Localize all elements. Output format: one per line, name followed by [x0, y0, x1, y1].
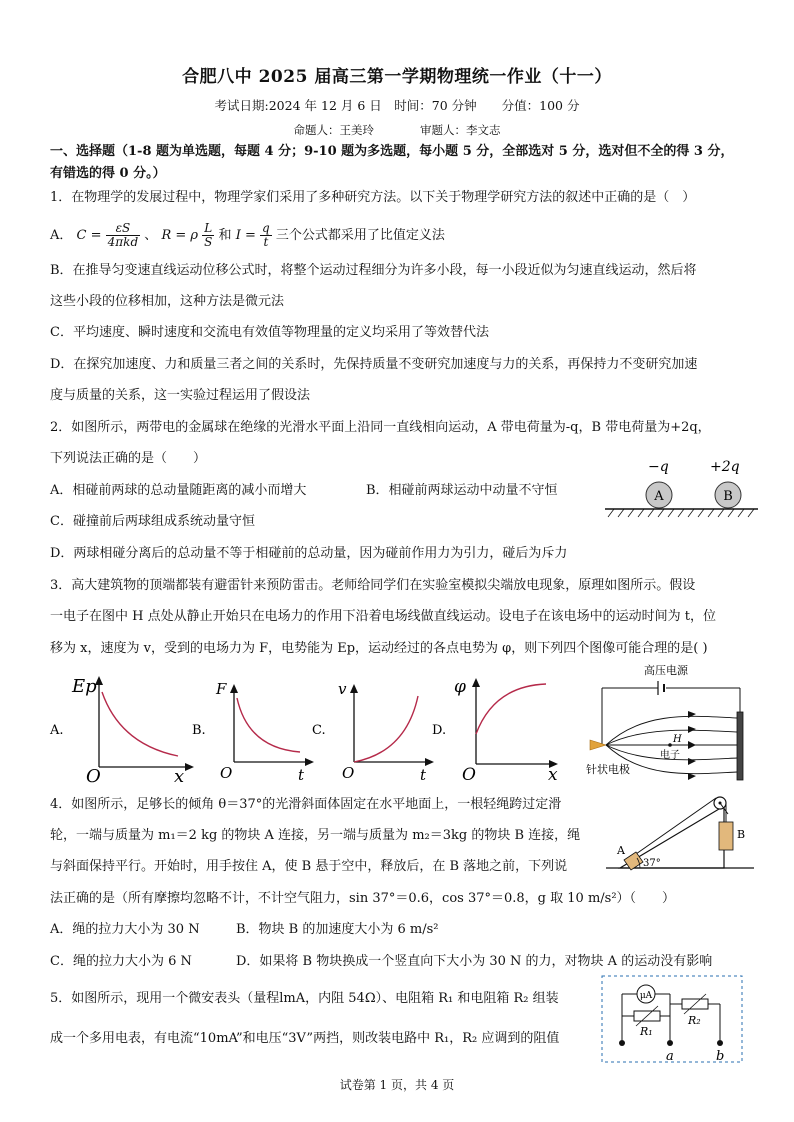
- q4-line2: 轮，一端与质量为 m₁＝2 kg 的物块 A 连接，另一端与质量为 m₂＝3kg 的物块 B 连接，绳: [50, 828, 581, 843]
- q4-option-a: A．绳的拉力大小为 30 N: [50, 922, 200, 937]
- fraction-numerator: εS: [106, 222, 140, 236]
- q3-apparatus-figure: [584, 660, 754, 790]
- section-heading-line1: 一、选择题（1-8 题为单选题，每题 4 分；9-10 题为多选题，每小题 5 分，全部选对 5 分，选对但不全的得 3 分，: [50, 144, 734, 159]
- y-axis-label: Ep: [72, 676, 97, 697]
- q1-option-d-line2: 度与质量的关系，这一实验过程运用了假设法: [50, 388, 311, 403]
- q3-graph-c: [310, 672, 440, 784]
- power-source-label: 高压电源: [644, 664, 688, 677]
- graph-option-label: D.: [432, 723, 447, 738]
- graph-option-label: B.: [192, 723, 206, 738]
- block-b-label: B: [737, 828, 746, 841]
- x-axis-label: x: [174, 766, 185, 784]
- q3-graph-d: [430, 672, 570, 784]
- page-title: 合肥八中 2025 届高三第一学期物理统一作业（十一）: [182, 67, 612, 87]
- graph-curve: [237, 698, 300, 752]
- q1-option-b-line2: 这些小段的位移相加，这种方法是微元法: [50, 294, 285, 309]
- authors: 命题人：王美玲 审题人：李文志: [293, 123, 501, 137]
- q3-line3: 移为 x，速度为 v，受到的电场力为 F，电势能为 Ep，运动经过的各点电势为 φ，则下列四个图像可能合理的是( ): [50, 641, 708, 656]
- graph-option-label: A.: [50, 723, 64, 738]
- fraction-numerator: L: [202, 222, 214, 236]
- x-axis-label: t: [420, 766, 427, 784]
- y-axis-arrow: [350, 684, 358, 693]
- terminal-a-label: a: [666, 1049, 674, 1064]
- q4-option-b: B．物块 B 的加速度大小为 6 m/s²: [236, 922, 439, 937]
- q1-a-formula3-fraction: [260, 222, 272, 249]
- needle-electrode: [590, 740, 606, 750]
- section-heading-line2: 有错选的得 0 分。）: [50, 166, 166, 181]
- q1-a-formula3-lhs: I =: [235, 228, 256, 243]
- q1-stem: 1．在物理学的发展过程中，物理学家们采用了多种研究方法。以下关于物理学研究方法的叙述中正确的是（ ）: [50, 190, 696, 205]
- q2-stem-line1: 2．如图所示，两带电的金属球在绝缘的光滑水平面上沿同一直线相向运动，A 带电荷量为-q，B 带电荷量为+2q，: [50, 420, 711, 435]
- y-axis-arrow: [472, 678, 480, 687]
- q1-a-formula2-fraction: [202, 222, 214, 249]
- q1-a-tail: 三个公式都采用了比值定义法: [275, 228, 445, 243]
- q1-a-formula1-fraction: [106, 222, 140, 249]
- fraction-denominator: 4πkd: [107, 235, 139, 249]
- exam-info: 考试日期:2024 年 12 月 6 日 时间：70 分钟 分值：100 分: [214, 98, 580, 113]
- terminal-a: [667, 1040, 673, 1046]
- q5-line1: 5．如图所示，现用一个微安表头（量程lmA，内阻 54Ω）、电阻箱 R₁ 和电阻箱 R₂ 组装: [50, 991, 559, 1006]
- needle-electrode-label: 针状电极: [586, 763, 630, 776]
- ball-a-label: A: [654, 489, 664, 504]
- section-heading: [50, 141, 750, 185]
- q3-graph-b: [190, 672, 320, 784]
- q1-a-sep: 、: [144, 228, 158, 243]
- q2-figure: [600, 455, 760, 525]
- field-line-arrows: [688, 711, 696, 780]
- fraction-denominator: S: [204, 235, 213, 249]
- point-h-label: H: [673, 734, 682, 745]
- graph-option-label: C.: [312, 723, 326, 738]
- q1-a-formula2-lhs: R = ρ: [161, 228, 199, 243]
- origin-label: O: [462, 765, 476, 784]
- graph-curve: [102, 692, 178, 756]
- q2-option-a: A．相碰前两球的总动量随距离的减小而增大: [50, 483, 307, 498]
- x-axis-label: x: [548, 765, 558, 784]
- q4-option-d: D．如果将 B 物块换成一个竖直向下大小为 30 N 的力，对物块 A 的运动没有影响: [236, 954, 713, 969]
- origin-label: O: [342, 764, 355, 782]
- graph-curve: [476, 684, 546, 734]
- q4-option-c: C．绳的拉力大小为 6 N: [50, 954, 192, 969]
- ball-b-label: B: [723, 489, 733, 504]
- y-axis-label: v: [338, 680, 347, 698]
- point-h: [668, 743, 672, 747]
- q2-option-c: C．碰撞前后两球组成系统动量守恒: [50, 514, 255, 529]
- page-footer: 试卷第 1 页，共 4 页: [339, 1078, 455, 1092]
- origin-label: O: [220, 764, 233, 782]
- ground-hatch: [608, 509, 754, 517]
- q1-a-and: 和: [218, 228, 232, 243]
- y-axis-label: φ: [454, 677, 466, 697]
- q2-option-b: B．相碰前两球运动中动量不守恒: [366, 483, 558, 498]
- q3-graph-a: [48, 672, 198, 784]
- charge-b-label: +2q: [710, 459, 740, 475]
- q4-incline-figure: [606, 788, 756, 884]
- block-b: [719, 822, 733, 850]
- q4-line3: 与斜面保持平行。开始时，用手按住 A，使 B 悬于空中，释放后，在 B 落地之前，下列说: [50, 859, 568, 874]
- electron-label: 电子: [660, 750, 680, 761]
- q1-option-d-line1: D．在探究加速度、力和质量三者之间的关系时，先保持质量不变研究加速度与力的关系，再保持力不变研究加速: [50, 357, 698, 372]
- q1-option-b-line1: B．在推导匀变速直线运动位移公式时，将整个运动过程细分为许多小段，每一小段近似为匀速直线运动，然后将: [50, 263, 697, 278]
- r1-label: R₁: [640, 1025, 653, 1038]
- q1-option-a: [50, 222, 445, 249]
- block-a-label: A: [617, 844, 625, 857]
- microammeter-label: μA: [639, 991, 653, 1001]
- r2-label: R₂: [688, 1014, 701, 1027]
- q1-a-prefix: A．: [50, 228, 73, 243]
- graph-curve: [354, 696, 418, 762]
- q2-option-d: D．两球相碰分离后的总动量不等于相碰前的总动量，因为碰前作用力为引力，碰后为斥力: [50, 546, 568, 561]
- y-axis-arrow: [230, 684, 238, 693]
- terminal-b-label: b: [716, 1049, 725, 1064]
- q4-line4: 法正确的是（所有摩擦均忽略不计，不计空气阻力，sin 37°＝0.6，cos 37°＝0.8，g 取 10 m/s²）（ ）: [50, 891, 676, 906]
- q5-line2: 成一个多用电表，有电流“10mA”和电压“3V”两挡，则改装电路中 R₁，R₂ 应调到的阻值: [50, 1031, 560, 1046]
- x-axis-label: t: [298, 766, 305, 784]
- fraction-numerator: q: [262, 221, 270, 235]
- q1-a-formula1-lhs: C =: [76, 228, 102, 243]
- q2-stem-line2: 下列说法正确的是（ ）: [50, 451, 207, 466]
- y-axis-label: F: [216, 680, 227, 698]
- angle-label: 37°: [643, 858, 661, 869]
- origin-label: O: [86, 766, 101, 784]
- terminal-common: [619, 1040, 625, 1046]
- plate-electrode: [737, 712, 743, 780]
- charge-a-label: −q: [648, 459, 669, 475]
- q3-line2: 一电子在图中 H 点处从静止开始只在电场力的作用下沿着电场线做直线运动。设电子在该电场中的运动时间为 t，位: [50, 609, 716, 624]
- q5-circuit-figure: [600, 974, 746, 1066]
- q1-option-c: C．平均速度、瞬时速度和交流电有效值等物理量的定义均采用了等效替代法: [50, 325, 489, 340]
- fraction-denominator: t: [263, 235, 269, 249]
- q4-line1: 4．如图所示，足够长的倾角 θ＝37°的光滑斜面体固定在水平地面上，一根轻绳跨过定滑: [50, 797, 562, 812]
- terminal-b: [717, 1040, 723, 1046]
- q3-line1: 3．高大建筑物的顶端都装有避雷针来预防雷击。老师给同学们在实验室模拟尖端放电现象，原理如图所示。假设: [50, 578, 696, 593]
